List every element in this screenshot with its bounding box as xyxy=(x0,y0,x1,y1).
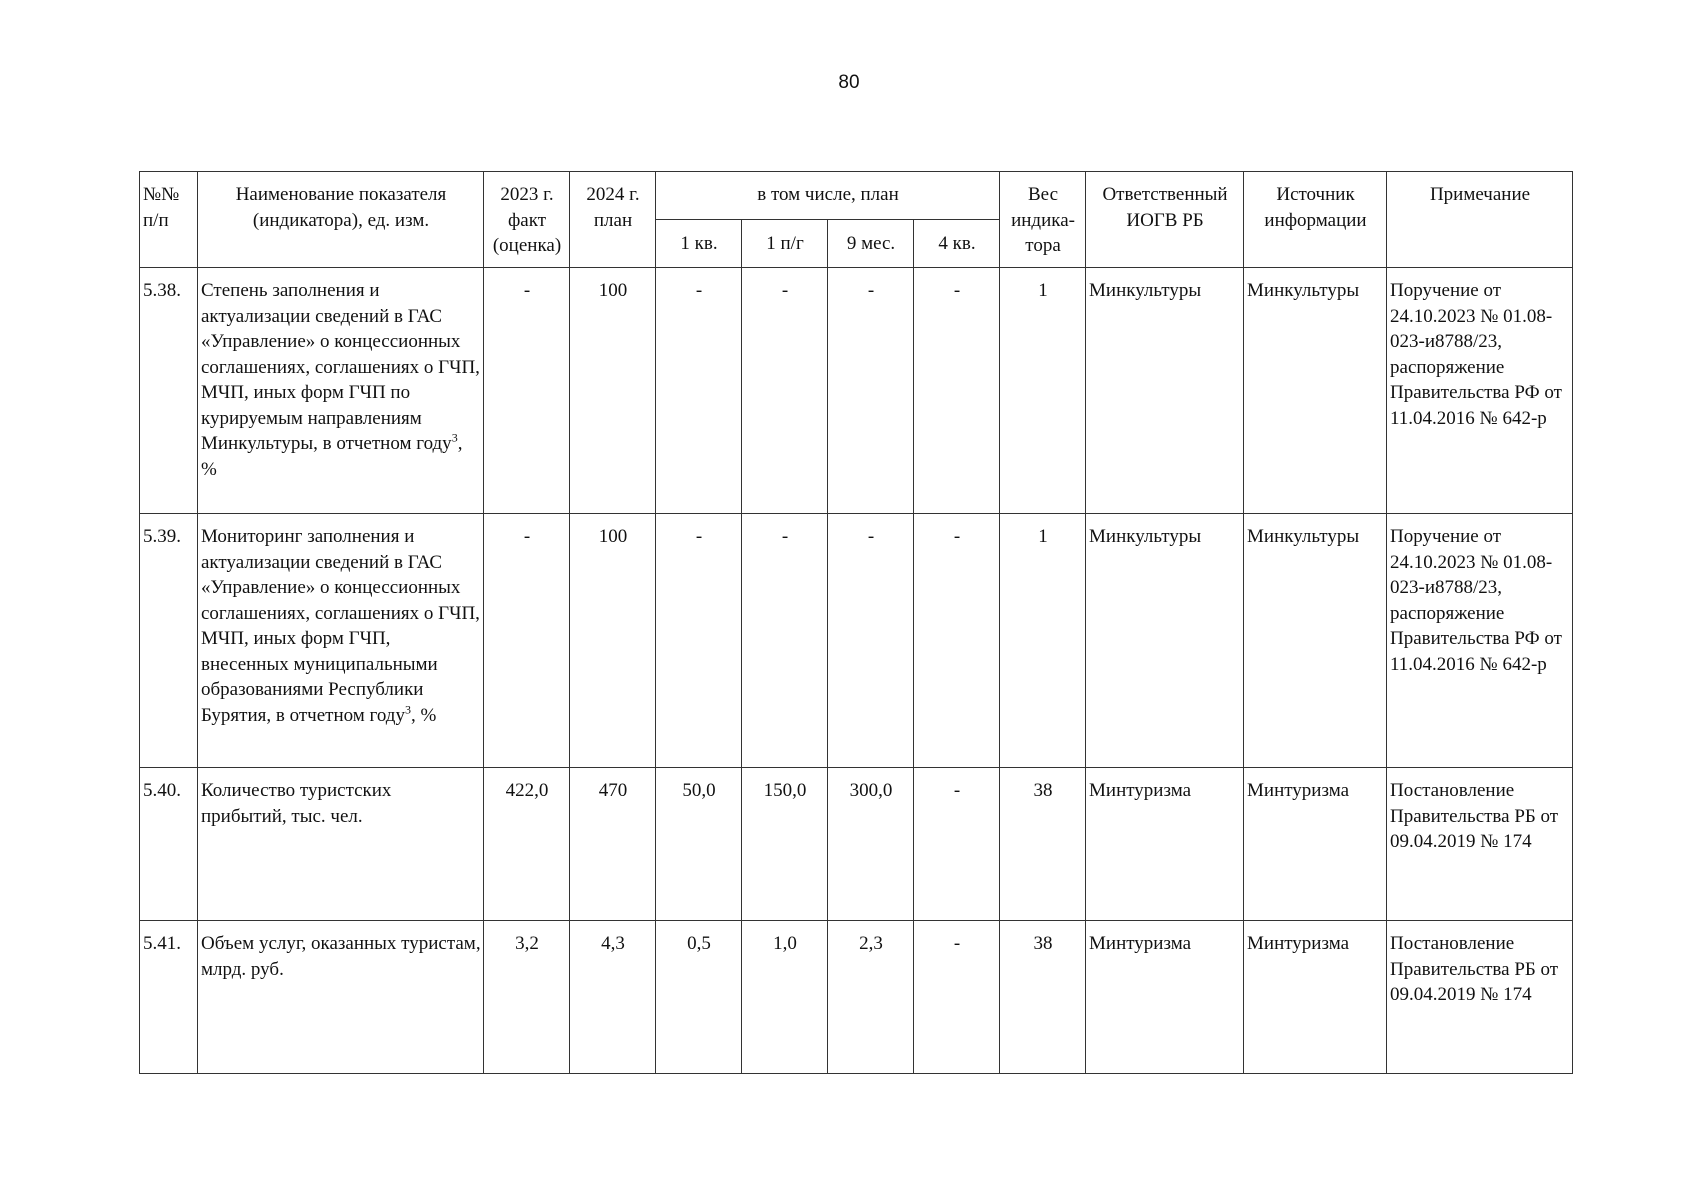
cell-9m: - xyxy=(828,268,914,514)
cell-weight: 38 xyxy=(1000,921,1086,1074)
page-number: 80 xyxy=(838,72,860,93)
cell-q4: - xyxy=(914,768,1000,921)
cell-source: Минкультуры xyxy=(1244,514,1387,768)
cell-num: 5.39. xyxy=(140,514,198,768)
cell-fact-2023: 3,2 xyxy=(484,921,570,1074)
cell-weight: 38 xyxy=(1000,768,1086,921)
cell-responsible: Минкультуры xyxy=(1086,268,1244,514)
footnote-ref: 3 xyxy=(404,702,411,717)
indicator-unit: , % xyxy=(410,704,437,726)
table-row xyxy=(140,921,1573,1074)
cell-fact-2023: 422,0 xyxy=(484,768,570,921)
cell-q1: 50,0 xyxy=(656,768,742,921)
cell-name xyxy=(198,268,484,514)
table-row xyxy=(140,768,1573,921)
cell-plan-2024: 100 xyxy=(570,268,656,514)
cell-name: Объем услуг, оказанных туристам, млрд. руб. xyxy=(198,921,484,1074)
cell-weight: 1 xyxy=(1000,268,1086,514)
indicator-name: Степень заполнения и актуализации сведений в ГАС «Управление» о концессионных соглашениях, соглашениях о ГЧП, МЧП, иных форм ГЧП по курируемым направлениям Минкультуры, в отчетном году xyxy=(201,280,480,454)
table-header xyxy=(140,172,1573,268)
col-header-incl-plan: в том числе, план xyxy=(656,172,1000,220)
table-row xyxy=(140,514,1573,768)
cell-note: Постановление Правительства РБ от 09.04.2019 № 174 xyxy=(1387,768,1573,921)
cell-responsible: Минтуризма xyxy=(1086,921,1244,1074)
table-body xyxy=(140,268,1573,1074)
indicator-name: Мониторинг заполнения и актуализации сведений в ГАС «Управление» о концессионных соглашениях, соглашениях о ГЧП, МЧП, иных форм ГЧП, внесенных муниципальными образованиями Республики Бурятия, в отчетном году xyxy=(201,526,480,726)
cell-q4: - xyxy=(914,514,1000,768)
cell-name: Количество туристских прибытий, тыс. чел. xyxy=(198,768,484,921)
cell-note: Постановление Правительства РБ от 09.04.2019 № 174 xyxy=(1387,921,1573,1074)
col-header-responsible: Ответственный ИОГВ РБ xyxy=(1086,172,1244,268)
col-header-plan-2024: 2024 г. план xyxy=(570,172,656,268)
col-header-q1: 1 кв. xyxy=(656,220,742,268)
cell-h1: 1,0 xyxy=(742,921,828,1074)
cell-fact-2023: - xyxy=(484,514,570,768)
cell-source: Минтуризма xyxy=(1244,768,1387,921)
col-header-fact-2023: 2023 г. факт (оценка) xyxy=(484,172,570,268)
cell-note: Поручение от 24.10.2023 № 01.08-023-и8788/23, распоряжение Правительства РФ от 11.04.2016 № 642-р xyxy=(1387,268,1573,514)
col-header-weight: Вес индика-тора xyxy=(1000,172,1086,268)
cell-h1: - xyxy=(742,514,828,768)
cell-plan-2024: 4,3 xyxy=(570,921,656,1074)
col-header-9m: 9 мес. xyxy=(828,220,914,268)
cell-weight: 1 xyxy=(1000,514,1086,768)
cell-note: Поручение от 24.10.2023 № 01.08-023-и8788/23, распоряжение Правительства РФ от 11.04.2016 № 642-р xyxy=(1387,514,1573,768)
cell-source: Минтуризма xyxy=(1244,921,1387,1074)
col-header-num: №№ п/п xyxy=(140,172,198,268)
cell-responsible: Минкультуры xyxy=(1086,514,1244,768)
cell-plan-2024: 470 xyxy=(570,768,656,921)
cell-plan-2024: 100 xyxy=(570,514,656,768)
col-header-note: Примечание xyxy=(1387,172,1573,268)
col-header-source: Источник информации xyxy=(1244,172,1387,268)
cell-num: 5.41. xyxy=(140,921,198,1074)
cell-fact-2023: - xyxy=(484,268,570,514)
cell-h1: 150,0 xyxy=(742,768,828,921)
cell-q4: - xyxy=(914,268,1000,514)
indicators-table xyxy=(139,171,1573,1074)
cell-9m: - xyxy=(828,514,914,768)
cell-9m: 300,0 xyxy=(828,768,914,921)
cell-num: 5.40. xyxy=(140,768,198,921)
col-header-h1: 1 п/г xyxy=(742,220,828,268)
cell-q1: - xyxy=(656,514,742,768)
indicator-unit: , % xyxy=(201,433,463,480)
col-header-q4: 4 кв. xyxy=(914,220,1000,268)
cell-q1: - xyxy=(656,268,742,514)
footnote-ref: 3 xyxy=(451,430,458,445)
cell-h1: - xyxy=(742,268,828,514)
table-row xyxy=(140,268,1573,514)
cell-9m: 2,3 xyxy=(828,921,914,1074)
cell-responsible: Минтуризма xyxy=(1086,768,1244,921)
cell-num: 5.38. xyxy=(140,268,198,514)
cell-name xyxy=(198,514,484,768)
cell-q4: - xyxy=(914,921,1000,1074)
col-header-name: Наименование показателя (индикатора), ед. изм. xyxy=(198,172,484,268)
cell-q1: 0,5 xyxy=(656,921,742,1074)
cell-source: Минкультуры xyxy=(1244,268,1387,514)
